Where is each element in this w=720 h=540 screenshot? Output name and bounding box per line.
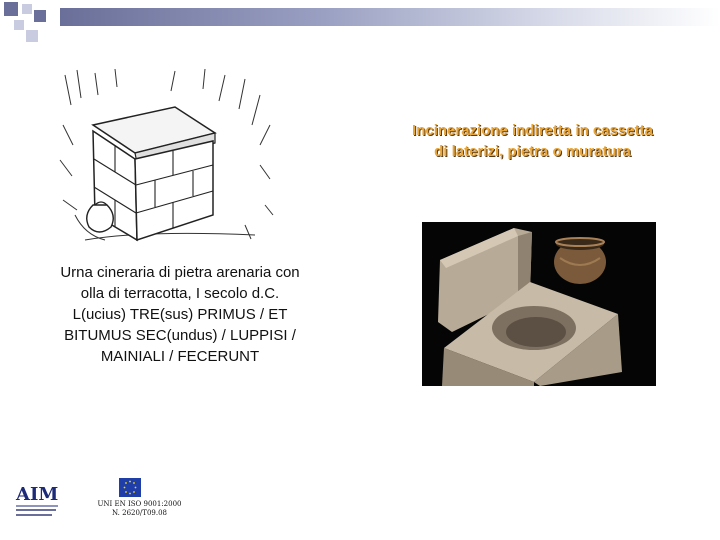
corner-squares — [0, 0, 60, 50]
stone-urn-photo — [422, 222, 656, 386]
burial-box-sketch — [55, 65, 280, 250]
eu-flag-icon — [119, 478, 141, 497]
aim-logo — [14, 478, 64, 520]
corner-square — [22, 4, 32, 14]
iso-line-2: N. 2620/T09.08 — [111, 509, 167, 517]
iso-certification — [92, 500, 187, 518]
slide-title: Incinerazione indiretta in cassetta di laterizi, pietra o muratura — [412, 122, 653, 160]
corner-square — [4, 2, 18, 16]
figure-caption: Urna cineraria di pietra arenaria con olla di terracotta, I secolo d.C. L(ucius) TRE(sus) PRIMUS / ET BITUMUS SEC(undus) / LUPPISI / MAINIALI / FECERUNT — [60, 264, 300, 365]
corner-square — [26, 30, 38, 42]
iso-line-1: UNI EN ISO 9001:2000 — [97, 500, 182, 508]
header-band — [60, 8, 720, 26]
corner-square — [34, 10, 46, 22]
corner-square — [14, 20, 24, 30]
svg-text:AIM: AIM — [16, 484, 59, 505]
